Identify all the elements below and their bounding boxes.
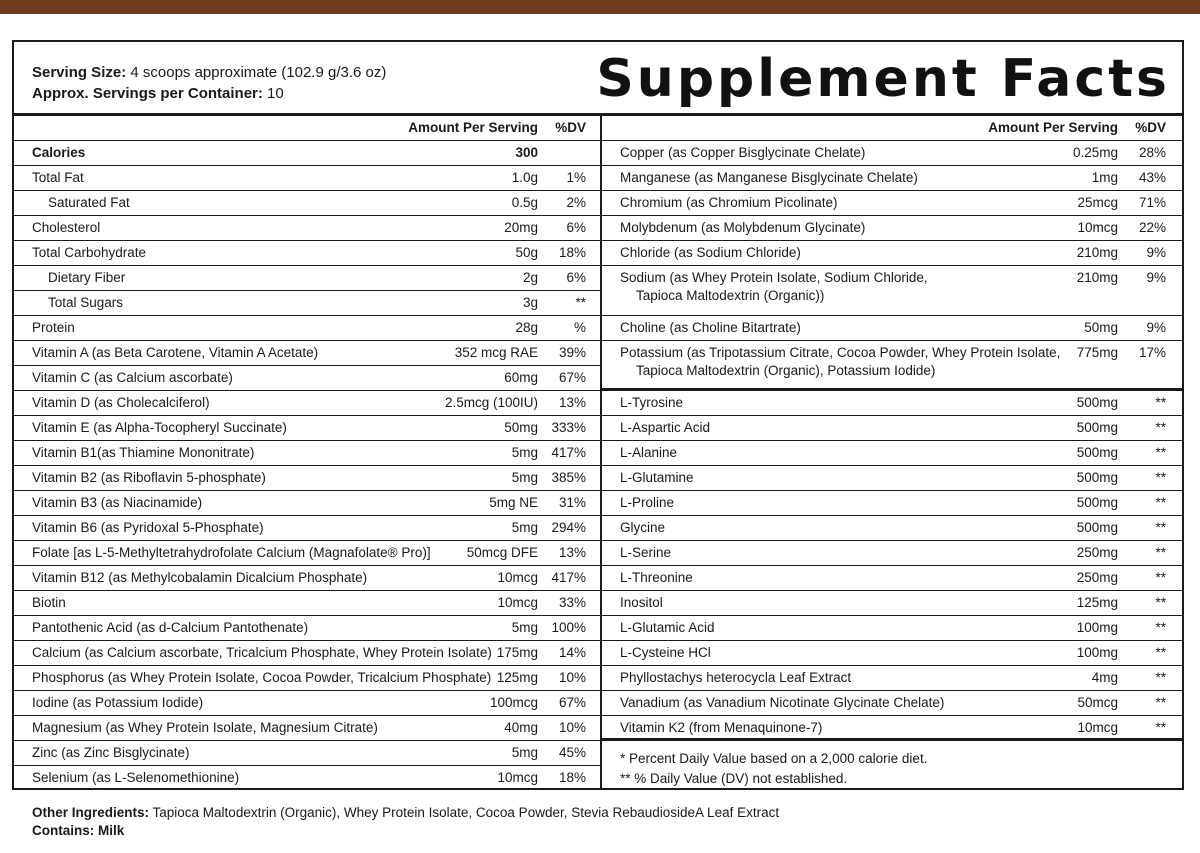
daily-value: 6%	[566, 220, 586, 235]
nutrient-name: Iodine (as Potassium Iodide)	[32, 695, 204, 710]
daily-value: **	[575, 295, 586, 310]
amount-per-serving: 1.0g	[511, 170, 538, 185]
table-row	[602, 141, 1182, 166]
nutrient-name: Vitamin C (as Calcium ascorbate)	[32, 370, 233, 385]
table-row	[602, 616, 1182, 641]
amount-per-serving: 50mg	[1084, 320, 1118, 335]
amount-per-serving: 3g	[522, 295, 538, 310]
table-row	[602, 666, 1182, 691]
daily-value: 22%	[1138, 220, 1166, 235]
serving-size-line: Serving Size: 4 scoops approximate (102.9 g/3.6 oz)	[32, 64, 387, 81]
table-row	[14, 141, 600, 166]
amount-per-serving: 0.5g	[511, 195, 538, 210]
table-row	[602, 266, 1182, 316]
table-row	[602, 216, 1182, 241]
table-row	[14, 716, 600, 741]
amount-per-serving: 352 mcg RAE	[454, 345, 538, 360]
daily-value: 9%	[1146, 270, 1166, 285]
table-row	[14, 491, 600, 516]
footnote1: * Percent Daily Value based on a 2,000 calorie diet.	[620, 751, 928, 766]
daily-value: 14%	[558, 645, 586, 660]
nutrient-name: Selenium (as L-Selenomethionine)	[32, 770, 240, 785]
nutrient-name: Vanadium (as Vanadium Nicotinate Glycinate Chelate)	[620, 695, 945, 710]
nutrient-name: L-Glutamic Acid	[620, 620, 715, 635]
daily-value: 45%	[558, 745, 586, 760]
nutrient-name: Cholesterol	[32, 220, 101, 235]
nutrient-name: L-Cysteine HCl	[620, 645, 711, 660]
table-row	[602, 416, 1182, 441]
top-brand-bar	[0, 0, 1200, 14]
nutrient-name: Total Sugars	[48, 295, 124, 310]
table-row	[14, 766, 600, 791]
amount-per-serving: 5mg	[511, 520, 538, 535]
nutrient-name: Molybdenum (as Molybdenum Glycinate)	[620, 220, 866, 235]
amount-per-serving: 50mg	[504, 420, 538, 435]
amount-per-serving: 10mcg	[497, 595, 538, 610]
table-row	[602, 466, 1182, 491]
amount-per-serving: 500mg	[1076, 470, 1118, 485]
daily-value: 18%	[558, 245, 586, 260]
panel-header	[14, 42, 1182, 116]
nutrient-name: Protein	[32, 320, 75, 335]
daily-value: %	[573, 320, 586, 335]
nutrient-name: Biotin	[32, 595, 66, 610]
serving-info	[32, 62, 386, 104]
daily-value: 33%	[558, 595, 586, 610]
amount-per-serving: 1mg	[1091, 170, 1118, 185]
amount-per-serving: 175mg	[496, 645, 538, 660]
footnotes	[620, 749, 927, 789]
table-row	[14, 316, 600, 341]
nutrient-name: L-Threonine	[620, 570, 693, 585]
amount-per-serving: 2.5mcg (100IU)	[444, 395, 538, 410]
daily-value: 13%	[558, 545, 586, 560]
table-row	[602, 391, 1182, 416]
table-row	[14, 466, 600, 491]
table-row	[14, 291, 600, 316]
amount-per-serving: 20mg	[504, 220, 538, 235]
nutrient-name: Total Fat	[32, 170, 84, 185]
amount-per-serving: 5mg	[511, 445, 538, 460]
amount-per-serving: 210mg	[1076, 245, 1118, 260]
daily-value: 67%	[558, 370, 586, 385]
daily-value: 28%	[1138, 145, 1166, 160]
left-column-header: Amount Per Serving %DV	[14, 116, 600, 141]
amount-per-serving: 40mg	[504, 720, 538, 735]
daily-value: **	[1155, 470, 1166, 485]
right-column	[600, 116, 1182, 790]
nutrient-name: Vitamin B12 (as Methylcobalamin Dicalcium Phosphate)	[32, 570, 368, 585]
nutrient-name: Pantothenic Acid (as d-Calcium Pantothenate)	[32, 620, 309, 635]
daily-value: **	[1155, 545, 1166, 560]
table-row	[14, 366, 600, 391]
table-row	[602, 591, 1182, 616]
amount-per-serving: 0.25mg	[1072, 145, 1118, 160]
nutrient-name: L-Tyrosine	[620, 395, 684, 410]
daily-value: 10%	[558, 670, 586, 685]
table-row	[14, 166, 600, 191]
amount-per-serving: 500mg	[1076, 395, 1118, 410]
amount-per-serving: 5mg	[511, 470, 538, 485]
nutrient-name: Vitamin B1(as Thiamine Mononitrate)	[32, 445, 255, 460]
servings-per-container-line: Approx. Servings per Container: 10	[32, 85, 284, 102]
table-row	[602, 441, 1182, 466]
amount-per-serving: 50mcg DFE	[466, 545, 538, 560]
table-row	[14, 216, 600, 241]
amount-per-serving: 25mcg	[1077, 195, 1118, 210]
other-ingredients-block	[32, 804, 779, 840]
table-row	[14, 741, 600, 766]
amount-per-serving: 500mg	[1076, 495, 1118, 510]
nutrient-name: Vitamin B2 (as Riboflavin 5-phosphate)	[32, 470, 266, 485]
nutrient-name: Vitamin B3 (as Niacinamide)	[32, 495, 203, 510]
daily-value: 100%	[551, 620, 586, 635]
daily-value: 9%	[1146, 245, 1166, 260]
table-row	[14, 341, 600, 366]
table-row	[14, 616, 600, 641]
right-column-header: Amount Per Serving %DV	[602, 116, 1182, 141]
daily-value: **	[1155, 445, 1166, 460]
daily-value: **	[1155, 695, 1166, 710]
amount-per-serving: 500mg	[1076, 420, 1118, 435]
nutrient-name: Glycine	[620, 520, 666, 535]
daily-value: 2%	[566, 195, 586, 210]
nutrient-name: Chloride (as Sodium Chloride)	[620, 245, 801, 260]
nutrient-name: Magnesium (as Whey Protein Isolate, Magnesium Citrate)	[32, 720, 378, 735]
table-row	[14, 266, 600, 291]
other-ingredients-line: Other Ingredients: Tapioca Maltodextrin (Organic), Whey Protein Isolate, Cocoa Powder, Stevia RebaudiosideA Leaf Extract	[32, 805, 780, 820]
amount-per-serving: 125mg	[1076, 595, 1118, 610]
nutrient-name: Calcium (as Calcium ascorbate, Tricalcium Phosphate, Whey Protein Isolate)	[32, 645, 492, 660]
daily-value: 333%	[551, 420, 586, 435]
amount-per-serving: 100mg	[1076, 645, 1118, 660]
nutrient-name-continued: Tapioca Maltodextrin (Organic), Potassium Iodide)	[636, 363, 936, 378]
daily-value: 9%	[1146, 320, 1166, 335]
table-row	[14, 591, 600, 616]
left-column	[14, 116, 600, 790]
nutrient-name: Copper (as Copper Bisglycinate Chelate)	[620, 145, 866, 160]
nutrient-name: Sodium (as Whey Protein Isolate, Sodium Chloride,	[620, 270, 928, 285]
daily-value: 294%	[551, 520, 586, 535]
daily-value: **	[1155, 595, 1166, 610]
table-row	[602, 641, 1182, 666]
table-row	[602, 566, 1182, 591]
amount-per-serving: 125mg	[496, 670, 538, 685]
daily-value: **	[1155, 720, 1166, 735]
table-row	[602, 516, 1182, 541]
daily-value: **	[1155, 670, 1166, 685]
panel-title: Supplement Facts	[596, 49, 1170, 109]
table-row	[602, 541, 1182, 566]
table-row	[602, 241, 1182, 266]
nutrient-name: Saturated Fat	[48, 195, 130, 210]
table-row	[14, 666, 600, 691]
amount-per-serving: 60mg	[504, 370, 538, 385]
nutrient-name: L-Aspartic Acid	[620, 420, 711, 435]
daily-value: **	[1155, 395, 1166, 410]
daily-value: **	[1155, 520, 1166, 535]
daily-value: 18%	[558, 770, 586, 785]
daily-value: 31%	[558, 495, 586, 510]
nutrient-name: Vitamin K2 (from Menaquinone-7)	[620, 720, 823, 735]
daily-value: 17%	[1138, 345, 1166, 360]
nutrient-name: L-Glutamine	[620, 470, 694, 485]
table-row	[602, 716, 1182, 741]
amount-per-serving: 100mg	[1076, 620, 1118, 635]
nutrient-name: Choline (as Choline Bitartrate)	[620, 320, 801, 335]
amount-per-serving: 50mcg	[1077, 695, 1118, 710]
amount-per-serving: 28g	[515, 320, 538, 335]
nutrient-name: Total Carbohydrate	[32, 245, 147, 260]
nutrient-name: Phyllostachys heterocycla Leaf Extract	[620, 670, 852, 685]
nutrient-name: Manganese (as Manganese Bisglycinate Chelate)	[620, 170, 918, 185]
daily-value: 1%	[566, 170, 586, 185]
nutrient-name: L-Alanine	[620, 445, 678, 460]
amount-per-serving: 250mg	[1076, 545, 1118, 560]
table-row	[14, 241, 600, 266]
daily-value: **	[1155, 570, 1166, 585]
daily-value: **	[1155, 420, 1166, 435]
contains-line: Contains: Milk	[32, 823, 125, 838]
nutrient-name: Vitamin B6 (as Pyridoxal 5-Phosphate)	[32, 520, 264, 535]
amount-per-serving: 500mg	[1076, 520, 1118, 535]
amount-per-serving: 300	[515, 145, 538, 160]
amount-per-serving: 500mg	[1076, 445, 1118, 460]
nutrient-name: Folate [as L-5-Methyltetrahydrofolate Calcium (Magnafolate® Pro)]	[32, 545, 431, 560]
table-row	[602, 191, 1182, 216]
amount-per-serving: 50g	[515, 245, 538, 260]
daily-value: 67%	[558, 695, 586, 710]
amount-per-serving: 250mg	[1076, 570, 1118, 585]
nutrient-name: L-Serine	[620, 545, 672, 560]
amount-per-serving: 10mcg	[497, 570, 538, 585]
amount-per-serving: 100mcg	[489, 695, 538, 710]
table-row	[14, 566, 600, 591]
daily-value: **	[1155, 620, 1166, 635]
table-row	[602, 491, 1182, 516]
amount-per-serving: 4mg	[1091, 670, 1118, 685]
nutrient-name: Dietary Fiber	[48, 270, 126, 285]
table-row	[602, 691, 1182, 716]
amount-per-serving: 10mcg	[1077, 720, 1118, 735]
table-row	[14, 541, 600, 566]
nutrient-name-continued: Tapioca Maltodextrin (Organic))	[636, 288, 825, 303]
daily-value: 6%	[566, 270, 586, 285]
table-row	[602, 316, 1182, 341]
nutrient-name: Vitamin E (as Alpha-Tocopheryl Succinate)	[32, 420, 287, 435]
daily-value: 417%	[551, 445, 586, 460]
daily-value: **	[1155, 645, 1166, 660]
daily-value: 417%	[551, 570, 586, 585]
nutrient-name: Phosphorus (as Whey Protein Isolate, Cocoa Powder, Tricalcium Phosphate)	[32, 670, 492, 685]
daily-value: 13%	[558, 395, 586, 410]
table-row	[14, 691, 600, 716]
daily-value: 43%	[1138, 170, 1166, 185]
amount-per-serving: 5mg NE	[489, 495, 538, 510]
daily-value: **	[1155, 495, 1166, 510]
table-row	[602, 166, 1182, 191]
table-row	[14, 641, 600, 666]
daily-value: 71%	[1138, 195, 1166, 210]
table-row	[14, 391, 600, 416]
daily-value: 10%	[558, 720, 586, 735]
nutrient-name: Chromium (as Chromium Picolinate)	[620, 195, 838, 210]
nutrient-name: Calories	[32, 145, 86, 160]
nutrient-name: L-Proline	[620, 495, 675, 510]
daily-value: 385%	[551, 470, 586, 485]
table-row	[14, 191, 600, 216]
nutrient-name: Vitamin D (as Cholecalciferol)	[32, 395, 210, 410]
amount-per-serving: 10mcg	[1077, 220, 1118, 235]
nutrient-name: Potassium (as Tripotassium Citrate, Cocoa Powder, Whey Protein Isolate,	[620, 345, 1061, 360]
nutrient-name: Zinc (as Zinc Bisglycinate)	[32, 745, 190, 760]
nutrient-name: Vitamin A (as Beta Carotene, Vitamin A Acetate)	[32, 345, 319, 360]
footnote2: ** % Daily Value (DV) not established.	[620, 771, 848, 786]
amount-per-serving: 10mcg	[497, 770, 538, 785]
table-row	[14, 416, 600, 441]
amount-per-serving: 775mg	[1076, 345, 1118, 360]
nutrient-name: Inositol	[620, 595, 663, 610]
table-row	[14, 516, 600, 541]
amount-per-serving: 2g	[522, 270, 538, 285]
amount-per-serving: 5mg	[511, 745, 538, 760]
table-row	[602, 341, 1182, 391]
table-row	[14, 441, 600, 466]
daily-value: 39%	[558, 345, 586, 360]
amount-per-serving: 5mg	[511, 620, 538, 635]
supplement-facts-panel	[12, 40, 1184, 790]
amount-per-serving: 210mg	[1076, 270, 1118, 285]
